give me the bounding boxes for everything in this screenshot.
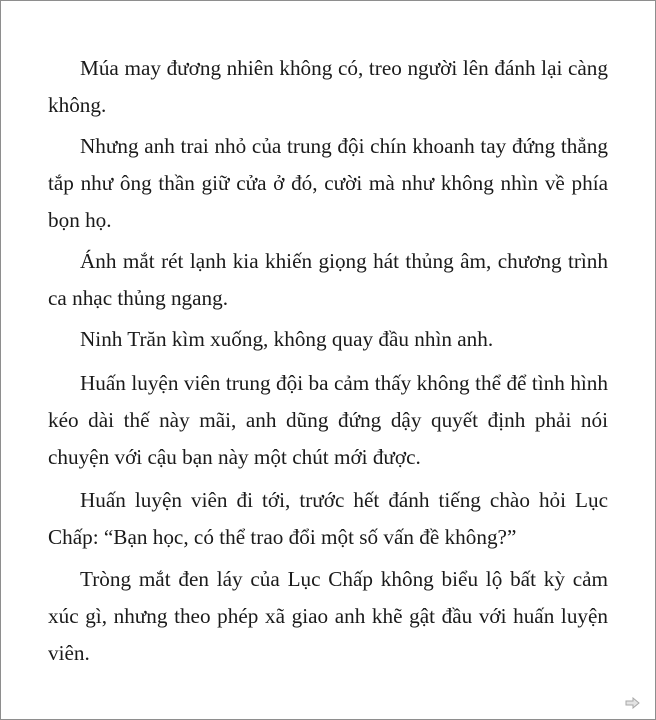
paragraph: Múa may đương nhiên không có, treo người lên đánh lại càng không.: [48, 56, 608, 117]
paragraph: Ninh Trăn kìm xuống, không quay đầu nhìn anh.: [80, 327, 494, 351]
paragraph: Huấn luyện viên đi tới, trước hết đánh tiếng chào hỏi Lục Chấp: “Bạn học, có thể trao đổi một số vấn đề không?”: [48, 488, 608, 549]
arrow-right-icon: [625, 697, 641, 709]
paragraph: Tròng mắt đen láy của Lục Chấp không biểu lộ bất kỳ cảm xúc gì, nhưng theo phép xã giao anh khẽ gật đầu với huấn luyện viên.: [48, 567, 608, 665]
document-page: [1, 1, 655, 719]
paragraph: Ánh mắt rét lạnh kia khiến giọng hát thủng âm, chương trình ca nhạc thủng ngang.: [48, 249, 608, 310]
paragraph: Huấn luyện viên trung đội ba cảm thấy không thể để tình hình kéo dài thế này mãi, anh dũng đứng dậy quyết định phải nói chuyện với cậu bạn này một chút mới được.: [48, 371, 608, 469]
next-page-button[interactable]: [625, 697, 641, 709]
paragraph: Nhưng anh trai nhỏ của trung đội chín khoanh tay đứng thẳng tắp như ông thần giữ cửa ở đó, cười mà như không nhìn về phía bọn họ.: [48, 134, 608, 232]
